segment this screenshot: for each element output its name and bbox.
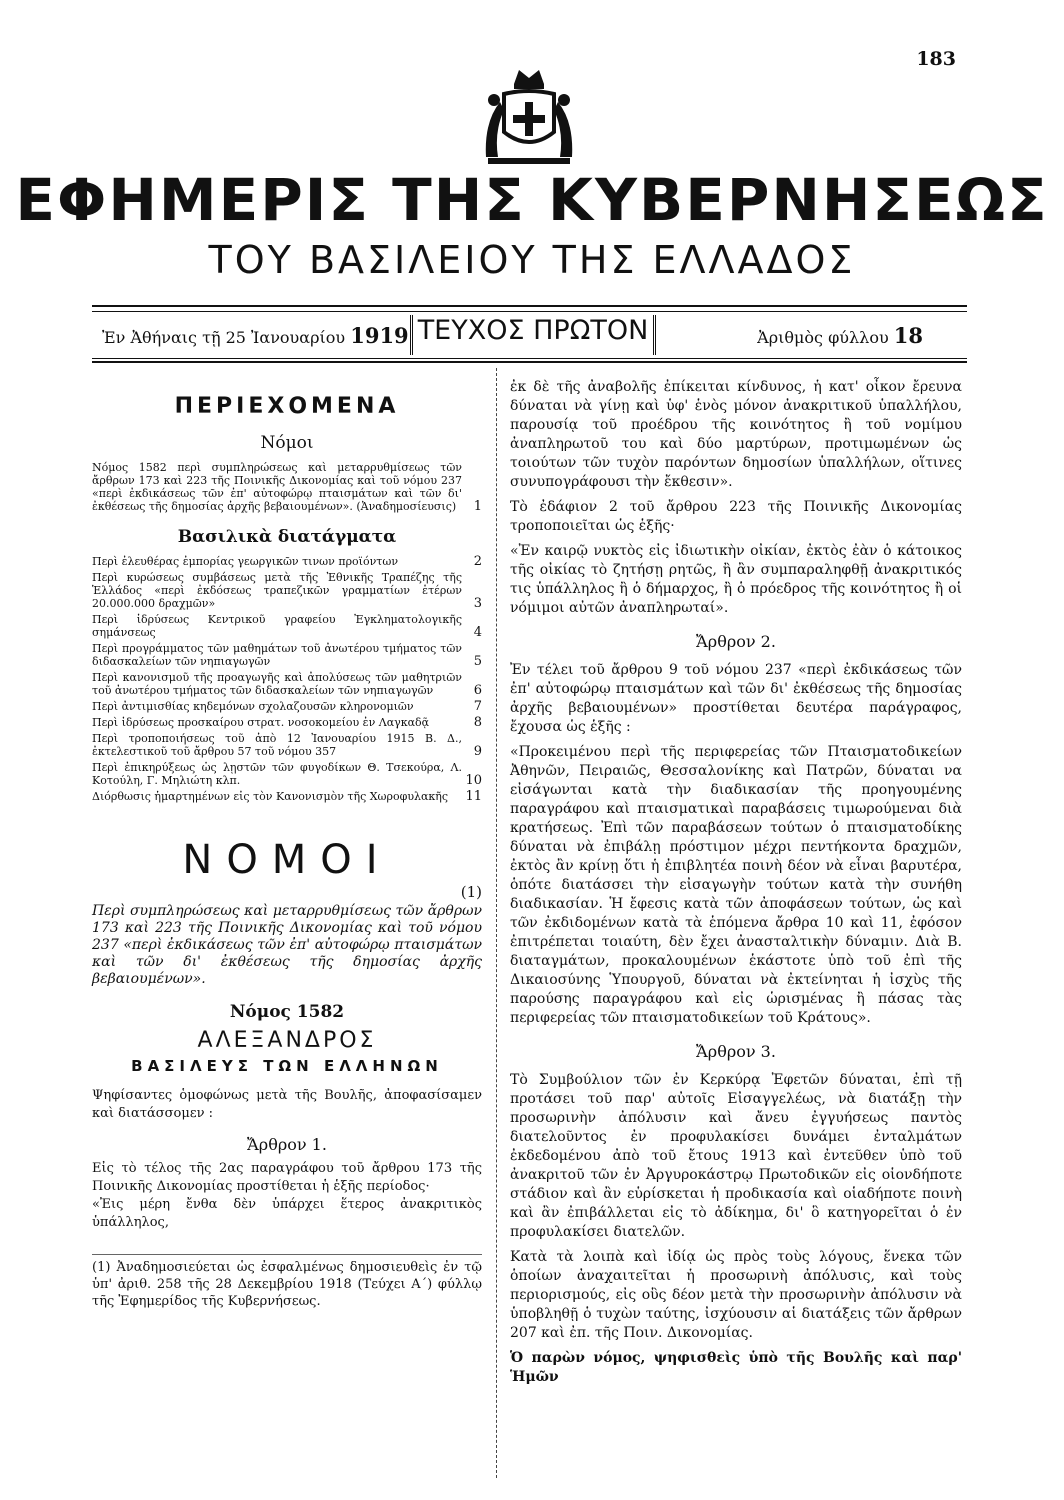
toc-item[interactable]: Διόρθωσις ἡμαρτημένων εἰς τὸν Κανονισμὸν τῆς Χωροφυλακῆς 11 <box>92 789 482 804</box>
toc-item[interactable]: Περὶ προγράμματος τῶν μαθημάτων τοῦ ἀνωτέρου τμήματος τῶν διδασκαλείων τῶν νηπιαγωγῶν 5 <box>92 642 482 669</box>
issue-date: Ἐν Ἀθήναις τῇ 25 Ἰανουαρίου 1919 <box>102 323 409 348</box>
royal-coat-of-arms-icon <box>474 62 584 172</box>
masthead-subtitle: ΤΟΥ ΒΑΣΙΛΕΙΟΥ ΤΗΣ ΕΛΛΑΔΟΣ <box>208 238 856 282</box>
sheet-number: Ἀριθμὸς φύλλου 18 <box>757 323 923 348</box>
king-name: ΑΛΕΞΑΝΔΡΟΣ <box>197 1028 377 1053</box>
left-column <box>92 388 482 1310</box>
toc-item[interactable]: Περὶ ἀντιμισθίας κηδεμόνων σχολαζουσῶν κληρονομιῶν 7 <box>92 699 482 714</box>
issue-series: ΤΕΥΧΟΣ ΠΡΩΤΟΝ <box>410 315 656 355</box>
toc-item[interactable]: Περὶ ἱδρύσεως Κεντρικοῦ γραφείου Ἐγκληματολογικῆς σημάνσεως 4 <box>92 613 482 640</box>
toc-laws-heading: Νόμοι <box>260 433 314 453</box>
issue-band <box>92 305 967 363</box>
article-text: Εἰς τὸ τέλος τῆς 2ας παραγράφου τοῦ ἄρθρου 173 τῆς Ποινικῆς Δικονομίας προστίθεται ἡ ἑξῆς περίοδος· <box>92 1161 482 1194</box>
law-description: Περὶ συμπληρώσεως καὶ μεταρρυθμίσεως τῶν ἄρθρων 173 καὶ 223 τῆς Ποινικῆς Δικονομίας καὶ τοῦ νόμου 237 «περὶ ἐκδικάσεως τῶν ἐπ' αὐτοφώρῳ πταισμάτων καὶ τῶν δι' ἐκθέσεως τῆς δημοσίας ἀρχῆς βεβαιουμένων». <box>92 903 482 987</box>
paragraph: Τὸ Συμβούλιον τῶν ἐν Κερκύρᾳ Ἐφετῶν δύναται, ἐπὶ τῇ προτάσει τοῦ παρ' αὐτοῖς Εἰσαγγελέως, νὰ διατάξῃ τὴν προσωρινὴν ἀπόλυσιν καὶ ἄνευ ἐγγυήσεως παντὸς διατελοῦντος ἐν προφυλακίσει δυνάμει ἐνταλμάτων ἐκδεδομένου ἀπὸ τοῦ ἔτους 1913 καὶ ἐντεῦθεν ὑπὸ τοῦ ἀνακριτοῦ τῶν ἐν Ἀργυροκάστρῳ Πρωτοδικῶν εἰς οἱονδήποτε στάδιον καὶ ἂν εὑρίσκεται ἡ προδικασία καὶ οἱαδήποτε ποινὴ καὶ ἂν ἐπιβάλλεται εἰς τὸ ἀδίκημα, δι' ὃ κατηγορεῖται ὁ ἐν προφυλακίσει διατελῶν. <box>510 1072 962 1240</box>
article-heading: Ἄρθρον 1. <box>247 1135 327 1154</box>
paragraph: ἐκ δὲ τῆς ἀναβολῆς ἐπίκειται κίνδυνος, ἡ κατ' οἶκον ἔρευνα δύναται νὰ γίνῃ καὶ ὑφ' ἑνὸς μόνον ἀνακριτικοῦ ὑπαλλήλου, παρουσίᾳ τοῦ προέδρου τῆς κοινότητος ἢ τοῦ νομίμου ἀναπληρωτοῦ του καὶ δύο μαρτύρων, προτιμωμένων ὡς τοιούτων τῶν τυχὸν παρόντων δημοσίων ὑπαλλήλων, οἵτινες συνυπογράφουσι τὴν ἔκθεσιν». <box>510 379 962 490</box>
article-heading: Ἄρθρον 3. <box>696 1042 776 1061</box>
laws-section-title: ΝΟΜΟΙ <box>182 837 392 883</box>
toc-item[interactable]: Περὶ ἐλευθέρας ἐμπορίας γεωργικῶν τινων προϊόντων 2 <box>92 554 482 569</box>
masthead-title: ΕΦΗΜΕΡΙΣ ΤΗΣ ΚΥΒΕΡΝΗΣΕΩΣ <box>15 166 1049 234</box>
toc-decrees-heading: Βασιλικὰ διατάγματα <box>177 527 397 547</box>
preamble: Ψηφίσαντες ὁμοφώνως μετὰ τῆς Βουλῆς, ἀποφασίσαμεν καὶ διατάσσομεν : <box>92 1088 482 1121</box>
toc-item[interactable]: Περὶ κυρώσεως συμβάσεως μετὰ τῆς Ἐθνικῆς Τραπέζης τῆς Ἑλλάδος «περὶ ἐκδόσεως τραπεζικῶν γραμματίων ἑτέρων 20.000.000 δραχμῶν» 3 <box>92 571 482 611</box>
footnote: (1) Ἀναδημοσιεύεται ὡς ἐσφαλμένως δημοσιευθεὶς ἐν τῷ ὑπ' ἀριθ. 258 τῆς 28 Δεκεμβρίου 1918 (Τεύχει Α΄) φύλλῳ τῆς Ἐφημερίδος τῆς Κυβερνήσεως. <box>92 1254 482 1310</box>
toc-item[interactable]: Περὶ ἐπικηρύξεως ὡς λῃστῶν τῶν φυγοδίκων Θ. Τσεκούρα, Λ. Κοτούλη, Γ. Μηλιώτη κλπ. 10 <box>92 761 482 788</box>
toc-item[interactable]: Περὶ κανονισμοῦ τῆς προαγωγῆς καὶ ἀπολύσεως τῶν μαθητριῶν τοῦ ἀνωτέρου τμήματος τῶν διδασκαλείων τῶν νηπιαγωγῶν 6 <box>92 671 482 698</box>
paragraph: Ἐν τέλει τοῦ ἄρθρου 9 τοῦ νόμου 237 «περὶ ἐκδικάσεως τῶν ἐπ' αὐτοφώρῳ πταισμάτων καὶ τῶν δι' ἐκθέσεως τῆς δημοσίας ἀρχῆς βεβαιουμένων» προστίθεται δευτέρα παράγραφος, ἔχουσα ὡς ἑξῆς : <box>510 662 962 735</box>
paragraph: «Ἐν καιρῷ νυκτὸς εἰς ἰδιωτικὴν οἰκίαν, ἐκτὸς ἐὰν ὁ κάτοικος τῆς οἰκίας τὸ ζητήσῃ ρητῶς, ἢ ἂν συμπαραληφθῇ ἀνακριτικός τις ὑπάλληλος ἢ ὁ δήμαρχος, ἢ ὁ πρόεδρος τῆς κοινότητος ἢ οἱ νόμιμοι αὐτῶν ἀναπληρωταί». <box>510 543 962 616</box>
king-title: ΒΑΣΙΛΕΥΣ ΤΩΝ ΕΛΛΗΝΩΝ <box>131 1057 443 1075</box>
law-number: Νόμος 1582 <box>229 1002 345 1022</box>
page-number: 183 <box>916 48 956 70</box>
paragraph: Ὁ παρὼν νόμος, ψηφισθεὶς ὑπὸ τῆς Βουλῆς καὶ παρ' Ἡμῶν <box>510 1350 962 1385</box>
column-divider <box>496 368 497 1478</box>
toc-item[interactable]: Περὶ ἱδρύσεως προσκαίρου στρατ. νοσοκομείου ἐν Λαγκαδᾷ 8 <box>92 715 482 730</box>
toc-item[interactable]: Νόμος 1582 περὶ συμπληρώσεως καὶ μεταρρυθμίσεως τῶν ἄρθρων 173 καὶ 223 τῆς Ποινικῆς Δικονομίας καὶ τοῦ νόμου 237 «περὶ ἐκδικάσεως τῶν ἐπ' αὐτοφώρῳ πταισμάτων καὶ τῶν δι' ἐκθέσεως τῆς δημοσίας ἀρχῆς βεβαιουμένων». (Ἀναδημοσίευσις) 1 <box>92 461 482 514</box>
paragraph: «Προκειμένου περὶ τῆς περιφερείας τῶν Πταισματοδικείων Ἀθηνῶν, Πειραιῶς, Θεσσαλονίκης καὶ Πατρῶν, δύναται να εἰσάγωνται κατὰ τὴν διαδικασίαν τῆς προηγουμένης παραγράφου καὶ πταισματικαὶ παραβάσεις τιμωρούμεναι διὰ κρατήσεως. Ἐπὶ τῶν παραβάσεων τούτων ὁ πταισματοδίκης δύναται νὰ ἐπιβάλῃ πρόστιμον μέχρι πεντήκοντα δραχμῶν, ἐκτὸς ἂν κρίνῃ ὅτι ἡ ἐπιβλητέα ποινὴ δέον νὰ εἶναι βαρυτέρα, ὁπότε διατάσσει τὴν εἰσαγωγὴν τούτων κατὰ τὴν συνήθη διαδικασίαν. Ἡ ἔφεσις κατὰ τῶν ἀποφάσεων τούτων, ὡς καὶ τῶν ἐκδιδομένων κατὰ τὰ ἑπόμενα ἄρθρα 10 καὶ 11, ἐφόσον ἐπιτρέπεται τοιαύτη, δὲν ἔχει ἀνασταλτικὴν δύναμιν. Διὰ Β. διαταγμάτων, προκαλουμένων ἑκάστοτε ὑπὸ τοῦ ἐπὶ τῆς Δικαιοσύνης Ὑπουργοῦ, δύναται νὰ ἐκτείνηται ἡ ἰσχὺς τῆς παρούσης παραγράφου καὶ εἰς ὡρισμένας ἢ πάσας τὰς περιφερείας τῶν πταισματοδικείων τοῦ Κράτους». <box>510 744 962 1026</box>
footnote-mark: (1) <box>460 883 482 901</box>
paragraph: Κατὰ τὰ λοιπὰ καὶ ἰδίᾳ ὡς πρὸς τοὺς λόγους, ἕνεκα τῶν ὁποίων ἀναχαιτεῖται ἡ προσωρινὴ ἀπόλυσις, καὶ τοὺς περιορισμούς, εἰς οὓς δέον μετὰ τὴν προσωρινὴν ἀπόλυσιν νὰ ὑποβληθῇ ὁ τυχὼν ταύτης, ἰσχύουσιν αἱ διατάξεις τῶν ἄρθρων 207 καὶ ἐπ. τῆς Ποιν. Δικονομίας. <box>510 1249 962 1341</box>
toc-title: ΠΕΡΙΕΧΟΜΕΝΑ <box>174 394 400 419</box>
article-quote: «Ἐις μέρη ἔνθα δὲν ὑπάρχει ἕτερος ἀνακριτικὸς ὑπάλληλος, <box>92 1197 482 1230</box>
paragraph: Τὸ ἐδάφιον 2 τοῦ ἄρθρου 223 τῆς Ποινικῆς Δικονομίας τροποποιεῖται ὡς ἑξῆς· <box>510 499 962 534</box>
toc-item[interactable]: Περὶ τροποποιήσεως τοῦ ἀπὸ 12 Ἰανουαρίου 1915 Β. Δ., ἐκτελεστικοῦ τοῦ ἄρθρου 57 τοῦ νόμου 357 9 <box>92 732 482 759</box>
right-column <box>510 378 962 1393</box>
article-heading: Ἄρθρον 2. <box>696 632 776 651</box>
